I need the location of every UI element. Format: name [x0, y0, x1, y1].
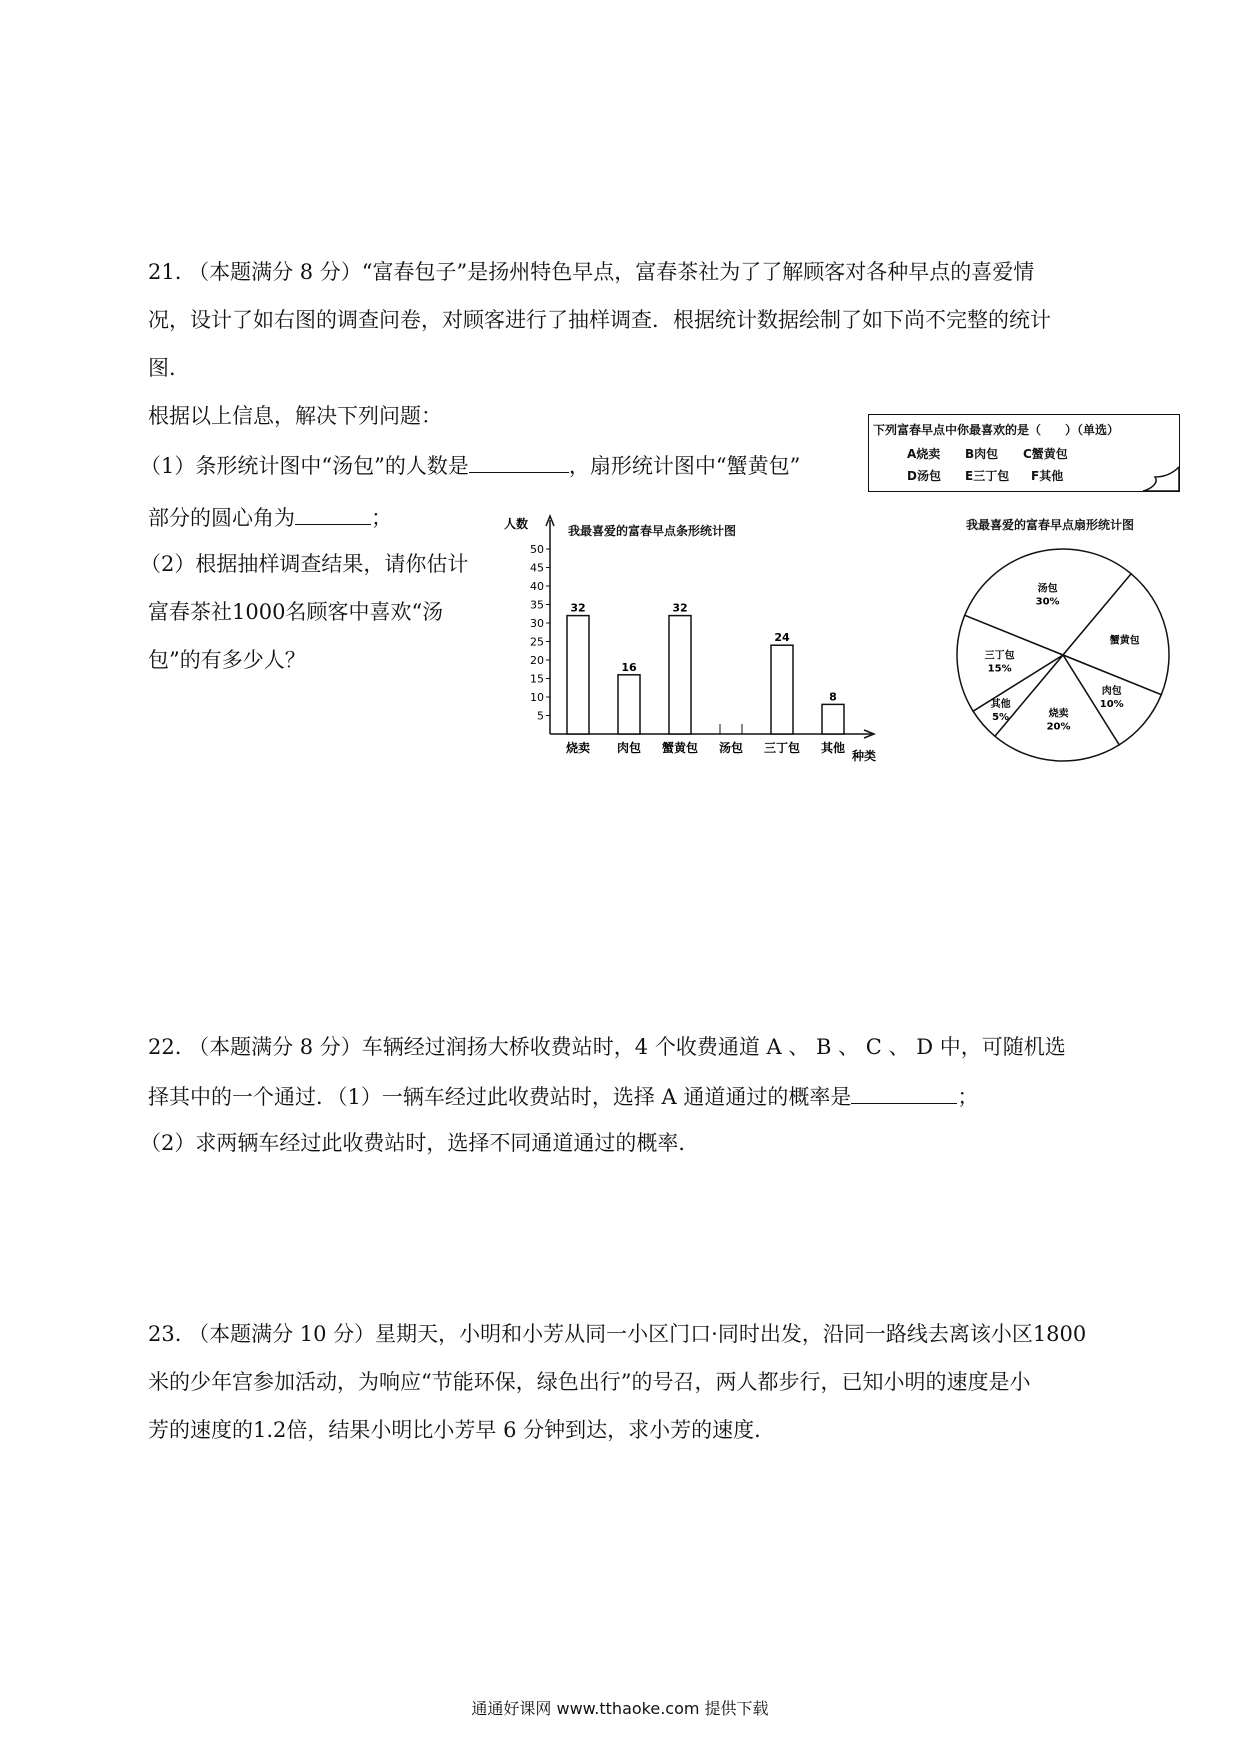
survey-option-c: C蟹黄包 — [1023, 447, 1068, 461]
q21-part1-text-c: 部分的圆心角为 — [148, 506, 295, 530]
pie-slice-percent: 20% — [1046, 721, 1071, 733]
q21-part1-text-a: （1）条形统计图中“汤包”的人数是 — [140, 454, 469, 478]
bar — [669, 616, 691, 734]
pie-slice-label: 肉包 — [1101, 685, 1122, 697]
survey-question: 下列富春早点中你最喜欢的是（ ）（单选） — [873, 423, 1120, 437]
y-tick-label: 40 — [530, 580, 544, 593]
survey-option-d: D汤包 — [907, 469, 941, 483]
q21-part1-text-b: ，扇形统计图中“蟹黄包” — [568, 454, 801, 478]
q23-line-3: 芳的速度的1.2倍，结果小明比小芳早 6 分钟到达，求小芳的速度． — [148, 1418, 776, 1442]
x-axis-label: 种类 — [852, 749, 877, 763]
survey-option-e: E三丁包 — [965, 469, 1010, 483]
y-tick-label: 35 — [530, 598, 544, 612]
q21-part2-line-1: （2）根据抽样调查结果，请你估计 — [140, 552, 469, 576]
answer-blank-probability[interactable] — [851, 1085, 957, 1104]
q23-line-2: 米的少年宫参加活动，为响应“节能环保，绿色出行”的号召，两人都步行，已知小明的速度是小 — [148, 1370, 1031, 1394]
pie-slice-percent: 10% — [1099, 698, 1124, 710]
survey-questionnaire — [868, 414, 1180, 492]
answer-blank-angle[interactable] — [295, 506, 371, 525]
y-tick-label: 15 — [530, 672, 544, 686]
bar-chart — [500, 510, 900, 780]
y-tick-label: 45 — [530, 561, 544, 575]
bar-chart-title: 我最喜爱的富春早点条形统计图 — [568, 524, 737, 538]
y-tick-label: 10 — [530, 691, 544, 704]
bar-data-label: 16 — [621, 660, 637, 674]
y-axis-label: 人数 — [504, 517, 529, 531]
survey-option-a: A烧卖 — [907, 447, 941, 461]
bar-data-label: 32 — [570, 601, 586, 615]
page-footer: 通通好课网 www.tthaoke.com 提供下载 — [471, 1699, 769, 1718]
q23-line-1: 23. （本题满分 10 分）星期天，小明和小芳从同一小区门口·同时出发，沿同一路线去离该小区1800 — [148, 1322, 1087, 1346]
q22-line-2-end: ； — [957, 1085, 979, 1109]
x-tick-label: 烧卖 — [565, 741, 591, 755]
bar-data-label: 24 — [774, 631, 790, 645]
page-curl-icon — [1141, 465, 1181, 493]
q22-line-2-text: 择其中的一个通过．（1）一辆车经过此收费站时，选择 A 通道通过的概率是 — [148, 1085, 852, 1109]
x-tick-label: 三丁包 — [763, 741, 801, 755]
q21-part1 — [140, 454, 800, 477]
q21-intro: 根据以上信息，解决下列问题： — [148, 404, 442, 428]
q22-line-1: 22. （本题满分 8 分）车辆经过润扬大桥收费站时，4 个收费通道 A 、 B 、 C 、 D 中，可随机选 — [148, 1035, 1066, 1059]
x-tick-label: 蟹黄包 — [661, 741, 699, 755]
q21-line-2: 况，设计了如右图的调查问卷，对顾客进行了抽样调查．根据统计数据绘制了如下尚不完整的统计 — [148, 308, 1051, 332]
bar-data-label: 8 — [829, 690, 837, 704]
y-tick-label: 5 — [537, 709, 544, 723]
x-tick-label: 肉包 — [616, 741, 642, 755]
q22-line-2 — [148, 1085, 978, 1108]
q21-part2-line-3: 包”的有多少人？ — [148, 648, 306, 672]
survey-option-f: F其他 — [1031, 469, 1064, 483]
x-tick-label: 汤包 — [718, 741, 744, 755]
y-tick-label: 30 — [530, 617, 544, 630]
pie-slice-label: 蟹黄包 — [1109, 635, 1140, 647]
bar — [822, 704, 844, 734]
pie-slice-label: 其他 — [990, 699, 1011, 711]
q22-line-3: （2）求两辆车经过此收费站时，选择不同通道通过的概率． — [140, 1131, 700, 1155]
bar-data-label: 32 — [672, 601, 688, 615]
pie-chart — [948, 540, 1178, 770]
pie-slice-percent: 15% — [987, 663, 1012, 675]
pie-slice-label: 三丁包 — [984, 650, 1015, 662]
q21-line-3: 图． — [148, 356, 190, 380]
pie-slice-label: 汤包 — [1037, 583, 1058, 595]
bar — [618, 675, 640, 734]
q21-line-1: 21. （本题满分 8 分）“富春包子”是扬州特色早点，富春茶社为了了解顾客对各种早点的喜爱情 — [148, 260, 1035, 284]
pie-slice-label: 烧卖 — [1048, 708, 1069, 720]
q21-part2-line-2: 富春茶社1000名顾客中喜欢“汤 — [148, 600, 444, 624]
pie-chart-title: 我最喜爱的富春早点扇形统计图 — [966, 518, 1135, 532]
q21-part1-cont — [148, 506, 392, 529]
survey-option-b: B肉包 — [965, 447, 999, 461]
bar — [567, 616, 589, 734]
q21-part1-text-d: ； — [371, 506, 392, 530]
pie-slice-percent: 5% — [992, 712, 1010, 724]
answer-blank-tangbao-count[interactable] — [469, 454, 569, 473]
y-tick-label: 20 — [530, 654, 544, 667]
y-tick-label: 25 — [530, 635, 544, 649]
pie-slice-percent: 30% — [1035, 596, 1060, 608]
y-tick-label: 50 — [530, 543, 544, 556]
x-tick-label: 其他 — [820, 741, 846, 755]
bar — [771, 645, 793, 734]
